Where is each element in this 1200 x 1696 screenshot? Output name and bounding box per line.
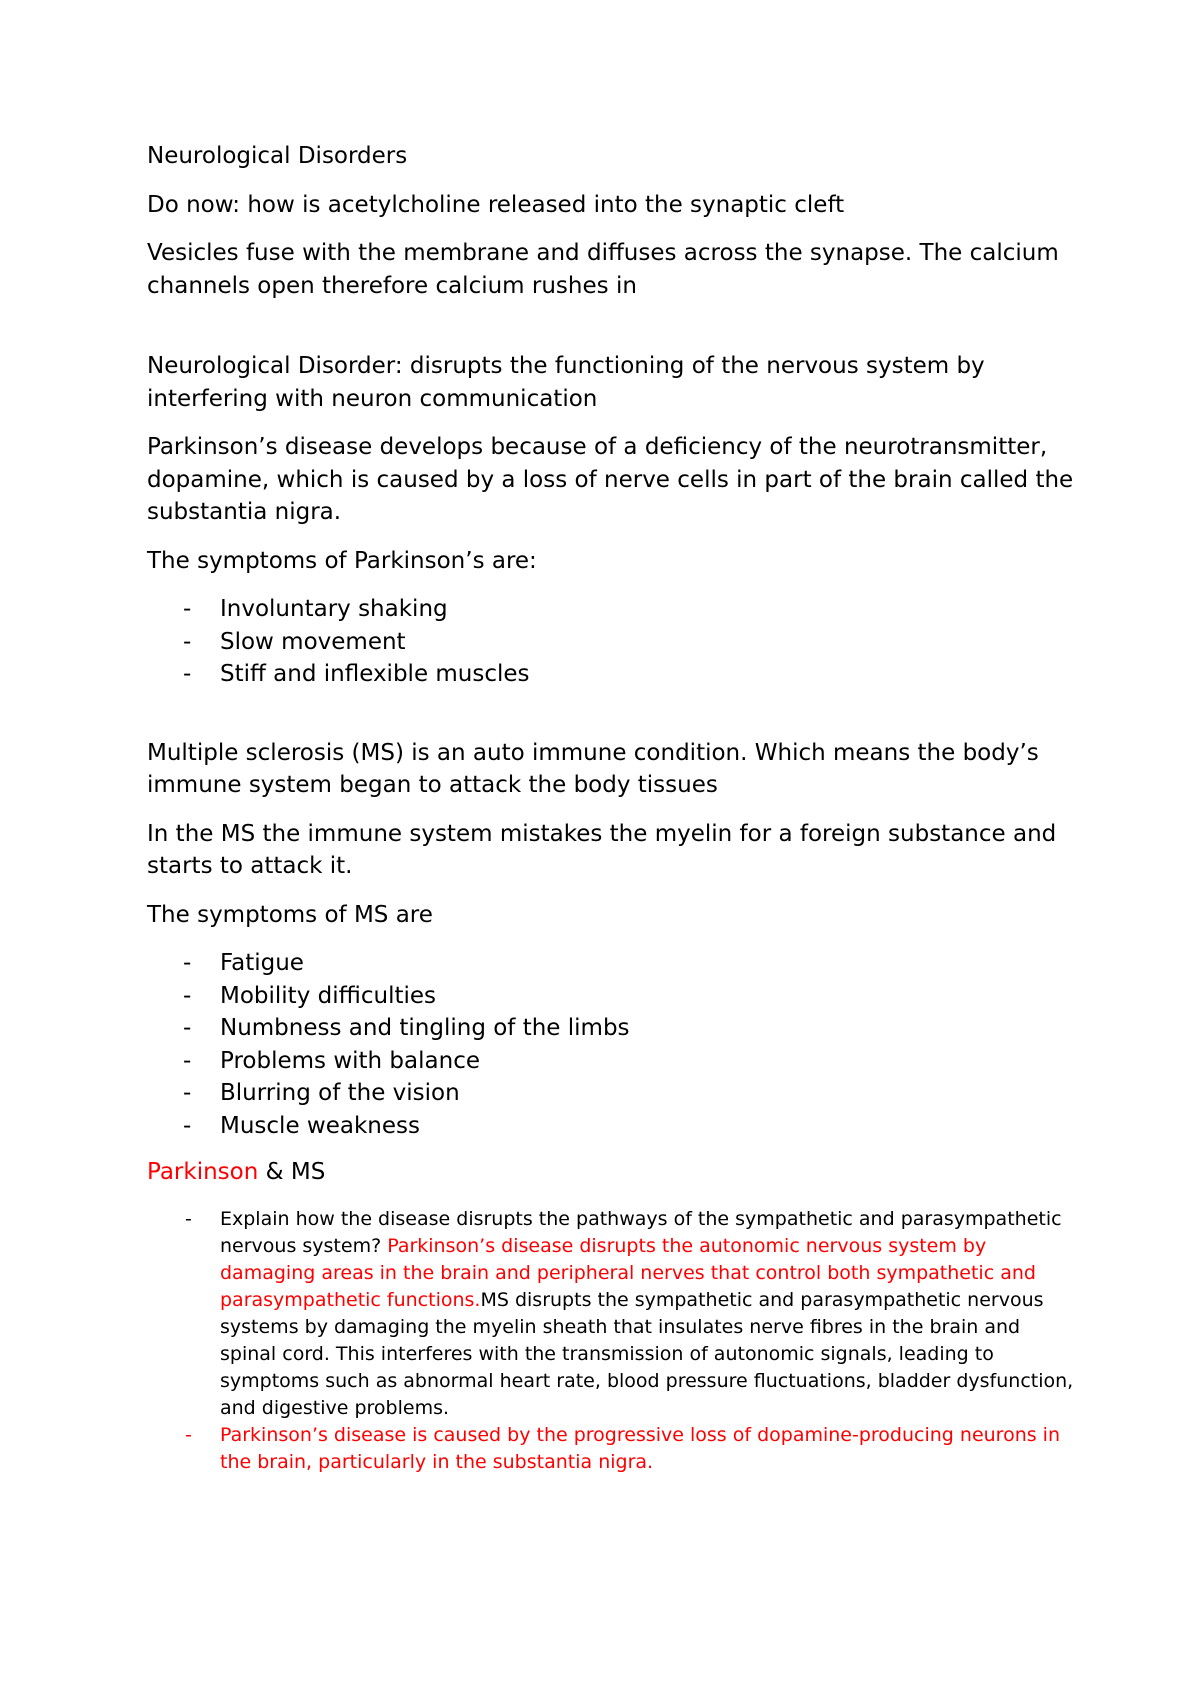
comparison-heading-red: Parkinson: [147, 1159, 259, 1185]
comparison-question: Explain how the disease disrupts the pathways of the sympathetic and parasympathetic nervous system?: [220, 1208, 1062, 1257]
list-item: [147, 1206, 1077, 1422]
list-item-text: Muscle weakness: [220, 1112, 420, 1139]
parkinsons-symptoms-heading: The symptoms of Parkinson’s are:: [147, 547, 537, 574]
list-item: [147, 1110, 1077, 1143]
dash-marker: -: [183, 982, 192, 1009]
dash-marker: -: [185, 1424, 192, 1446]
list-item: [147, 1077, 1077, 1110]
list-item-text: Slow movement: [220, 628, 406, 655]
ms-symptoms-heading: The symptoms of MS are: [147, 901, 433, 928]
do-now-question: Do now: how is acetylcholine released into the synaptic cleft: [147, 191, 845, 218]
document-title: Neurological Disorders: [147, 143, 408, 169]
comparison-heading: [147, 1156, 1077, 1188]
list-item-text: Fatigue: [220, 950, 304, 976]
ms-intro-paragraph: Multiple sclerosis (MS) is an auto immune condition. Which means the body’s immune system began to attack the body tissues: [147, 739, 1039, 798]
ms-symptoms-list: [147, 947, 1077, 1142]
dash-marker: -: [183, 1047, 192, 1074]
list-item: [147, 658, 1077, 691]
list-item-text: Mobility difficulties: [220, 982, 437, 1009]
parkinsons-cause-answer: Parkinson’s disease is caused by the progressive loss of dopamine-producing neurons in the brain, particularly in the substantia nigra.: [220, 1424, 1060, 1473]
dash-marker: -: [183, 950, 192, 976]
dash-marker: -: [183, 596, 192, 622]
comparison-heading-rest: & MS: [258, 1159, 326, 1185]
list-item: [147, 947, 1077, 980]
list-item-text: Problems with balance: [220, 1047, 480, 1074]
list-item-text: Stiff and inflexible muscles: [220, 661, 530, 687]
spacer: [147, 318, 1077, 350]
dash-marker: -: [183, 1112, 192, 1139]
list-item-text: Numbness and tingling of the limbs: [220, 1015, 630, 1041]
definition-paragraph: Neurological Disorder: disrupts the functioning of the nervous system by interfering with neuron communication: [147, 353, 985, 412]
list-item: [147, 1045, 1077, 1078]
do-now-answer: Vesicles fuse with the membrane and diffuses across the synapse. The calcium channels open therefore calcium rushes in: [147, 240, 1059, 299]
ms-myelin-paragraph: In the MS the immune system mistakes the myelin for a foreign substance and starts to attack it.: [147, 820, 1057, 879]
document-page: [147, 140, 1077, 1476]
list-item: [147, 980, 1077, 1013]
list-item: [147, 1012, 1077, 1045]
comparison-list: [147, 1206, 1077, 1476]
list-item: [147, 1422, 1077, 1476]
dash-marker: -: [183, 1080, 192, 1106]
parkinsons-autonomic-answer: Parkinson’s disease disrupts the autonomic nervous system by damaging areas in the brain and peripheral nerves that control both sympathetic and parasympathetic functions.: [220, 1235, 1036, 1311]
parkinsons-intro-paragraph: Parkinson’s disease develops because of a deficiency of the neurotransmitter, dopamine, which is caused by a loss of nerve cells in part of the brain called the substantia nigra.: [147, 434, 1074, 525]
list-item-text: Involuntary shaking: [220, 596, 448, 622]
dash-marker: -: [183, 1015, 192, 1041]
list-item: [147, 593, 1077, 626]
dash-marker: -: [185, 1208, 192, 1230]
spacer: [147, 705, 1077, 737]
dash-marker: -: [183, 661, 192, 687]
parkinsons-symptoms-list: [147, 593, 1077, 691]
dash-marker: -: [183, 628, 192, 655]
list-item-text: Blurring of the vision: [220, 1080, 460, 1106]
list-item: [147, 626, 1077, 659]
ms-autonomic-answer: MS disrupts the sympathetic and parasympathetic nervous systems by damaging the myelin sheath that insulates nerve fibres in the brain and spinal cord. This interferes with the transmission of autonomic signals, leading to symptoms such as abnormal heart rate, blood pressure fluctuations, bladder dysfunction, and digestive problems.: [220, 1289, 1074, 1419]
